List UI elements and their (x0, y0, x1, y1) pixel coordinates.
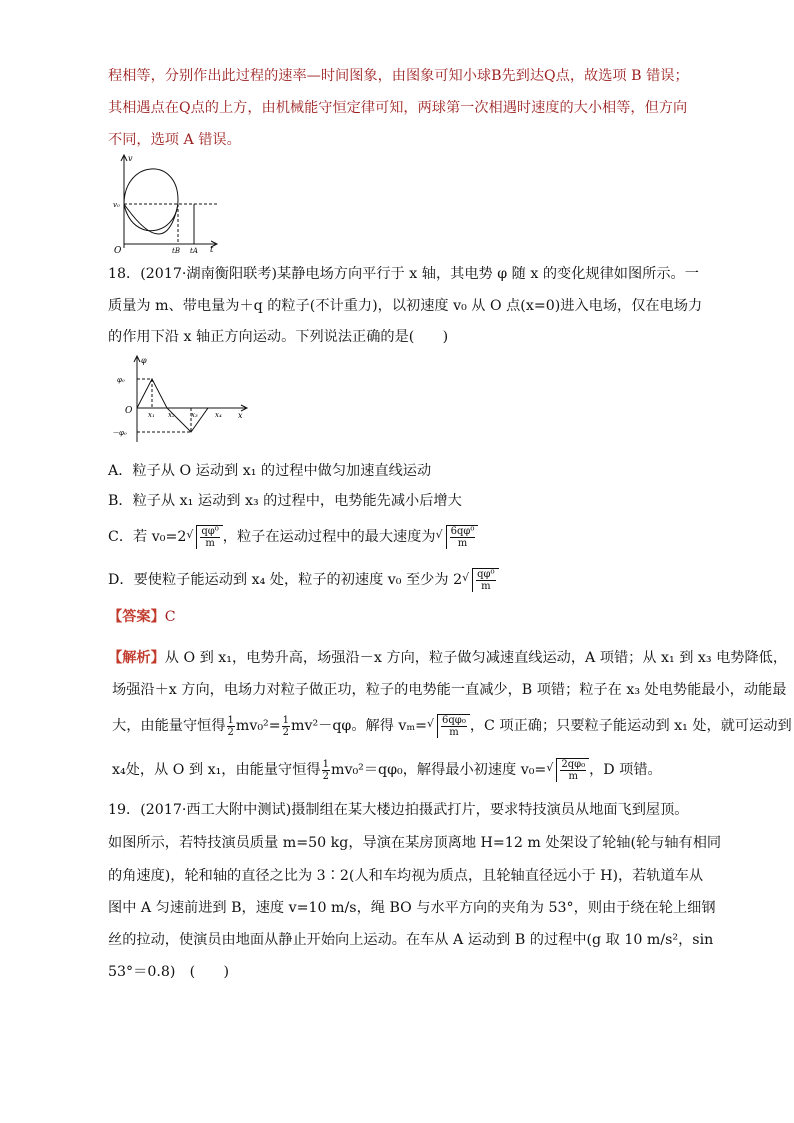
frac-half-1: $\frac{1}{2}$ (227, 714, 234, 738)
q18-line-2: 质量为 m、带电量为＋q 的粒子(不计重力)，以初速度 v₀ 从 O 点(x=0)进入电场，仅在电场力 (108, 298, 703, 314)
phi-x1-label: x₁ (148, 411, 155, 419)
phi-x3-label: x₃ (191, 411, 198, 419)
prev-solution-line-1: 程相等，分别作出此过程的速率—时间图象，由图象可知小球B先到达Q点，故选项 B 错误； (108, 68, 689, 84)
vt-graph (112, 152, 222, 254)
sqrt-6q-phi0-over-m: √ $\frac{\text{6qφ⁰}}{m}$ (436, 525, 479, 549)
vt-ta-label: tA (190, 247, 198, 254)
q19-line-5: 丝的拉动，使演员由地面从静止开始向上运动。在车从 A 运动到 B 的过程中(g 取 10 m/s²，sin (108, 932, 714, 948)
vt-x-label: t (210, 245, 214, 254)
prev-solution-line-2: 其相遇点在Q点的上方，由机械能守恒定律可知，两球第一次相遇时速度的大小相等，但方向 (108, 100, 688, 116)
analysis-line-2: 场强沿＋x 方向，电场力对粒子做正功，粒子的电势能一直减少，B 项错；粒子在 x₃ 处电势能最小，动能最 (112, 682, 787, 698)
phi-y-label: φ (141, 356, 147, 365)
option-d (108, 568, 499, 592)
vt-tb-label: tB (172, 247, 180, 254)
frac-half-3: $\frac{1}{2}$ (322, 758, 329, 782)
answer-value: C (164, 609, 176, 625)
analysis-line-3: 大，由能量守恒得 $\frac{1}{2}$ mv₀²= $\frac{1}{2}$ mv²－qφ。解得 vₘ= √ $\frac{\text{6qφ₀}}{m}$ ，C 项正确；只要粒子能运动到 x₁ 处，就可运动到 (112, 714, 792, 738)
analysis-line-4: x₄处，从 O 到 x₁，由能量守恒得 $\frac{1}{2}$ mv₀²＝qφ₀，解得最小初速度 v₀= √ $\frac{\text{2qφ₀}}{m}$ ，D 项错。 (112, 758, 662, 782)
q18-line-3: 的作用下沿 x 轴正方向运动。下列说法正确的是( ) (108, 329, 449, 345)
option-d-pre: D．要使粒子能运动到 x₄ 处，粒子的初速度 v₀ 至少为 2 (108, 572, 463, 588)
phi-graph (112, 354, 252, 444)
q19-line-1: 19．(2017·西工大附中测试)摄制组在某大楼边拍摄武打片，要求特技演员从地面飞到屋顶。 (108, 802, 689, 818)
sqrt-vm: √ $\frac{\text{6qφ₀}}{m}$ (427, 714, 470, 738)
analysis-tag: 【解析】 (108, 650, 165, 666)
vt-origin-label: O (114, 246, 122, 254)
phi-neg-phi0-label: －φ₀ (112, 429, 127, 437)
phi-origin-label: O (125, 406, 133, 416)
frac-half-2: $\frac{1}{2}$ (282, 714, 289, 738)
q19-line-6: 53°＝0.8) ( ) (108, 964, 230, 980)
q19-line-4: 图中 A 匀速前进到 B，速度 v=10 m/s，绳 BO 与水平方向的夹角为 53°，则由于绕在轮上细钢 (108, 900, 716, 916)
phi-x-label: x (238, 411, 243, 420)
q19-line-3: 的角速度)，轮和轴的直径之比为 3∶2(人和车均视为质点，且轮轴直径远小于 H)，若轨道车从 (108, 868, 704, 884)
vt-y-label: v (128, 154, 133, 163)
sqrt-q-phi0-over-m-d: √ $\frac{\text{qφ⁰}}{m}$ (462, 568, 498, 592)
sqrt-q-phi0-over-m: √ $\frac{\text{qφ⁰}}{m}$ (186, 525, 222, 549)
q19-line-2: 如图所示，若特技演员质量 m=50 kg，导演在某房顶离地 H=12 m 处架设了轮轴(轮与轴有相同 (108, 835, 722, 851)
answer (108, 607, 176, 627)
option-c (108, 525, 478, 549)
phi-x2-label: x₂ (168, 411, 175, 419)
q18-line-1: 18．(2017·湖南衡阳联考)某静电场方向平行于 x 轴，其电势 φ 随 x 的变化规律如图所示。一 (108, 266, 699, 282)
phi-phi0-label: φ₀ (117, 376, 125, 384)
phi-x4-label: x₄ (215, 411, 222, 419)
sqrt-min-v0: √ $\frac{\text{2qφ₀}}{m}$ (546, 758, 589, 782)
option-c-mid: ，粒子在运动过程中的最大速度为 (222, 529, 436, 545)
option-a: A．粒子从 O 运动到 x₁ 的过程中做匀加速直线运动 (108, 463, 432, 479)
option-b: B．粒子从 x₁ 运动到 x₃ 的过程中，电势能先减小后增大 (108, 493, 462, 509)
vt-v0-label: v₀ (113, 201, 120, 209)
prev-solution-line-3: 不同，选项 A 错误。 (108, 132, 241, 148)
answer-tag: 【答案】 (108, 609, 165, 625)
analysis-line-1: 【解析】从 O 到 x₁，电势升高，场强沿－x 方向，粒子做匀减速直线运动，A 项错；从 x₁ 到 x₃ 电势降低， (108, 650, 788, 666)
option-c-pre: C．若 v₀=2 (108, 529, 187, 545)
